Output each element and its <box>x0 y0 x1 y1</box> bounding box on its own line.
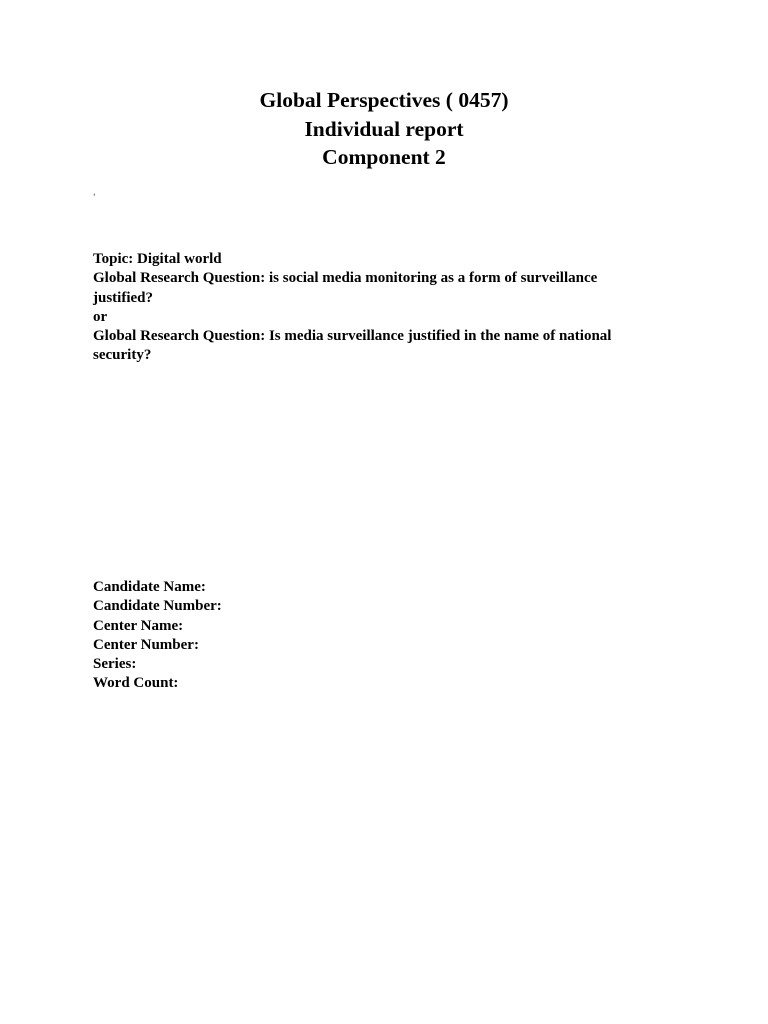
candidate-number-label: Candidate Number: <box>93 598 222 615</box>
or-line: or <box>93 308 108 325</box>
title-report-type: Individual report <box>304 116 464 141</box>
research-question-2-line-1: Global Research Question: Is media surveillance justified in the name of national <box>93 328 612 345</box>
center-number-label: Center Number: <box>93 636 199 653</box>
topic-section <box>93 250 653 366</box>
research-question-1-line-2: justified? <box>93 289 153 306</box>
research-question-1-line-1: Global Research Question: is social media monitoring as a form of surveillance <box>93 270 598 287</box>
research-question-2-line-2: security? <box>93 347 152 364</box>
topic-line: Topic: Digital world <box>93 251 222 267</box>
title-component: Component 2 <box>322 145 446 169</box>
stray-mark: ‘ <box>93 192 96 201</box>
center-name-label: Center Name: <box>93 617 184 634</box>
word-count-label: Word Count: <box>93 675 179 692</box>
candidate-details <box>93 578 493 694</box>
series-label: Series: <box>93 656 137 673</box>
title-course: Global Perspectives ( 0457) <box>259 88 509 112</box>
document-title <box>0 86 768 172</box>
candidate-name-label: Candidate Name: <box>93 579 206 595</box>
